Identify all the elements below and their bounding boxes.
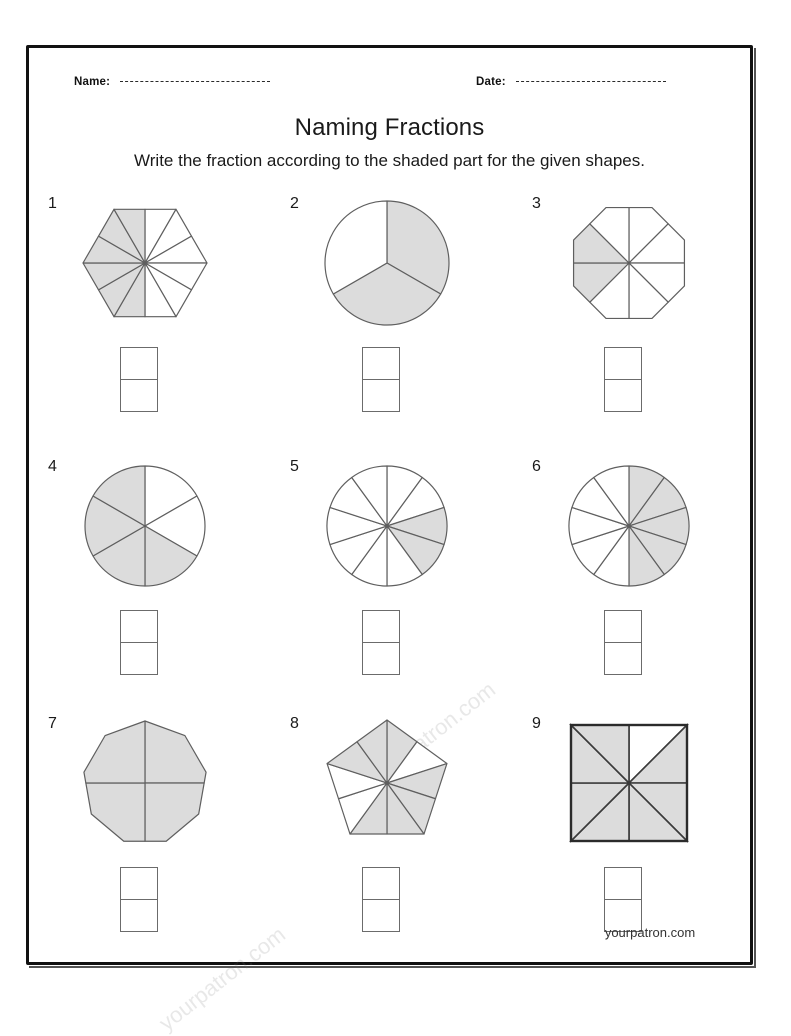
problem-number: 7 bbox=[48, 715, 57, 732]
shape-svg bbox=[312, 188, 462, 338]
name-field-group bbox=[74, 76, 270, 88]
problem-5 bbox=[268, 449, 510, 702]
numerator-input[interactable] bbox=[121, 348, 157, 379]
problem-8 bbox=[268, 706, 510, 959]
fraction-bar bbox=[121, 379, 157, 380]
problem-number: 4 bbox=[48, 458, 57, 475]
fraction-shape-octagon bbox=[554, 188, 704, 338]
watermark: yourpatron.com bbox=[154, 921, 291, 1036]
numerator-input[interactable] bbox=[121, 611, 157, 642]
problem-1 bbox=[26, 186, 268, 439]
denominator-input[interactable] bbox=[121, 381, 157, 412]
answer-fraction-box[interactable] bbox=[362, 867, 400, 932]
problem-number: 8 bbox=[290, 715, 299, 732]
shape-sector bbox=[145, 783, 204, 841]
date-label: Date: bbox=[476, 76, 506, 88]
name-input-line[interactable] bbox=[120, 80, 270, 82]
footer-credit: yourpatron.com bbox=[604, 925, 696, 940]
shape-sector bbox=[145, 721, 206, 783]
denominator-input[interactable] bbox=[605, 644, 641, 675]
worksheet-title: Naming Fractions bbox=[294, 114, 485, 141]
answer-fraction-box[interactable] bbox=[604, 347, 642, 412]
numerator-input[interactable] bbox=[605, 611, 641, 642]
shape-sector bbox=[86, 783, 145, 841]
name-label: Name: bbox=[74, 76, 111, 88]
answer-fraction-box[interactable] bbox=[120, 347, 158, 412]
shape-svg bbox=[70, 708, 220, 858]
fraction-bar bbox=[363, 642, 399, 643]
problem-7 bbox=[26, 706, 268, 959]
fraction-bar bbox=[605, 899, 641, 900]
numerator-input[interactable] bbox=[121, 868, 157, 899]
fraction-bar bbox=[121, 899, 157, 900]
shape-svg bbox=[554, 708, 704, 858]
problem-number: 9 bbox=[532, 715, 541, 732]
fraction-shape-pentagon bbox=[312, 708, 462, 858]
fraction-shape-circle bbox=[70, 451, 220, 601]
denominator-input[interactable] bbox=[121, 901, 157, 932]
date-input-line[interactable] bbox=[516, 80, 666, 82]
problem-4 bbox=[26, 449, 268, 702]
fraction-bar bbox=[363, 899, 399, 900]
problem-6 bbox=[510, 449, 752, 702]
answer-fraction-box[interactable] bbox=[362, 610, 400, 675]
problem-2 bbox=[268, 186, 510, 439]
shape-svg bbox=[70, 451, 220, 601]
answer-fraction-box[interactable] bbox=[120, 867, 158, 932]
problem-3 bbox=[510, 186, 752, 439]
problem-number: 1 bbox=[48, 195, 57, 212]
numerator-input[interactable] bbox=[363, 348, 399, 379]
shape-svg bbox=[312, 451, 462, 601]
answer-fraction-box[interactable] bbox=[604, 867, 642, 932]
watermark: yourpatron.com bbox=[364, 676, 501, 791]
date-field-group bbox=[476, 76, 666, 88]
numerator-input[interactable] bbox=[605, 868, 641, 899]
fraction-bar bbox=[605, 642, 641, 643]
numerator-input[interactable] bbox=[363, 868, 399, 899]
problem-number: 2 bbox=[290, 195, 299, 212]
denominator-input[interactable] bbox=[363, 381, 399, 412]
meta-row bbox=[26, 76, 753, 100]
problem-number: 5 bbox=[290, 458, 299, 475]
answer-fraction-box[interactable] bbox=[604, 610, 642, 675]
worksheet-instructions: Write the fraction according to the shaded part for the given shapes. bbox=[134, 151, 645, 170]
answer-fraction-box[interactable] bbox=[362, 347, 400, 412]
denominator-input[interactable] bbox=[605, 381, 641, 412]
fraction-bar bbox=[121, 642, 157, 643]
fraction-shape-hexagon bbox=[70, 188, 220, 338]
problem-number: 3 bbox=[532, 195, 541, 212]
problem-grid bbox=[26, 186, 753, 1036]
shape-svg bbox=[312, 708, 462, 858]
shape-svg bbox=[554, 451, 704, 601]
fraction-shape-square bbox=[554, 708, 704, 858]
numerator-input[interactable] bbox=[605, 348, 641, 379]
fraction-shape-circle bbox=[554, 451, 704, 601]
shape-sector bbox=[84, 721, 145, 783]
denominator-input[interactable] bbox=[363, 644, 399, 675]
fraction-shape-nonagon bbox=[70, 708, 220, 858]
denominator-input[interactable] bbox=[363, 901, 399, 932]
problem-number: 6 bbox=[532, 458, 541, 475]
answer-fraction-box[interactable] bbox=[120, 610, 158, 675]
denominator-input[interactable] bbox=[121, 644, 157, 675]
shape-svg bbox=[70, 188, 220, 338]
problem-9 bbox=[510, 706, 752, 959]
shape-svg bbox=[554, 188, 704, 338]
fraction-shape-circle bbox=[312, 188, 462, 338]
fraction-bar bbox=[605, 379, 641, 380]
fraction-bar bbox=[363, 379, 399, 380]
numerator-input[interactable] bbox=[363, 611, 399, 642]
fraction-shape-circle bbox=[312, 451, 462, 601]
